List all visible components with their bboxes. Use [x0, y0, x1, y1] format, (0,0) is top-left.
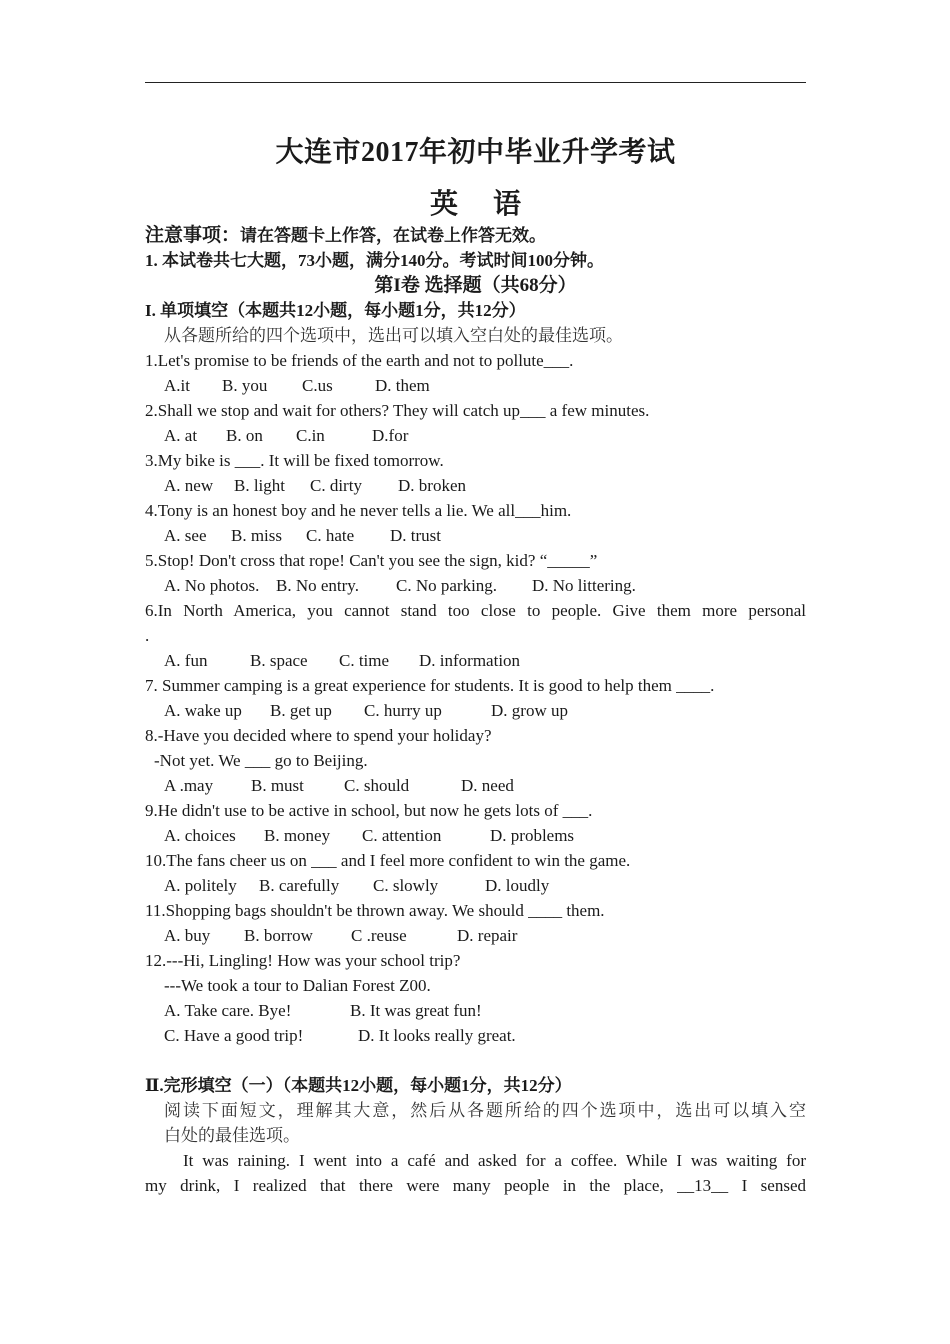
answer-option[interactable]: A. politely — [164, 876, 237, 895]
question-stem: 11.Shopping bags shouldn't be thrown away. We should ____ them. — [145, 901, 605, 920]
answer-option[interactable]: C.in — [296, 426, 325, 445]
answer-option[interactable]: B. space — [250, 651, 308, 670]
question-stem: 8.-Have you decided where to spend your holiday? — [145, 726, 492, 745]
option-row — [145, 698, 806, 723]
option-row — [145, 998, 806, 1023]
answer-option[interactable]: C. hurry up — [364, 701, 442, 720]
notice-label: 注意事项： — [145, 225, 241, 246]
answer-option[interactable]: D. broken — [398, 476, 466, 495]
answer-option[interactable]: A. new — [164, 476, 214, 495]
notice — [145, 223, 806, 248]
option-row — [145, 1023, 806, 1048]
exam-title: 大连市2017年初中毕业升学考试 — [275, 137, 676, 168]
answer-option[interactable]: A. No photos. — [164, 576, 260, 595]
option-row — [145, 873, 806, 898]
question-stem: 2.Shall we stop and wait for others? They will catch up___ a few minutes. — [145, 401, 650, 420]
answer-option[interactable]: A. at — [164, 426, 198, 445]
answer-option[interactable]: B. on — [226, 426, 263, 445]
exam-content — [145, 223, 806, 1198]
option-row — [145, 373, 806, 398]
answer-option[interactable]: D. problems — [490, 826, 575, 845]
answer-option[interactable]: C .reuse — [351, 926, 407, 945]
answer-option[interactable]: B. get up — [270, 701, 332, 720]
question-list — [145, 348, 806, 1048]
answer-option[interactable]: D. It looks really great. — [358, 1026, 516, 1045]
option-row — [145, 773, 806, 798]
question-stem: 9.He didn't use to be active in school, but now he gets lots of ___. — [145, 801, 593, 820]
answer-option[interactable]: D. trust — [390, 526, 441, 545]
question-stem: 6.In North America, you cannot stand too close to people. Give them more personal — [145, 601, 806, 620]
option-row — [145, 923, 806, 948]
answer-option[interactable]: C.us — [302, 376, 333, 395]
answer-option[interactable]: D. information — [419, 651, 521, 670]
answer-option[interactable]: D. loudly — [485, 876, 550, 895]
section2-instruction-line1: 阅读下面短文，理解其大意，然后从各题所给的四个选项中，选出可以填入空 — [164, 1101, 806, 1120]
section2-heading: Ⅱ.完形填空（一）（本题共12小题，每小题1分，共12分） — [145, 1076, 572, 1095]
answer-option[interactable]: C. slowly — [373, 876, 439, 895]
answer-option[interactable]: C. No parking. — [396, 576, 498, 595]
answer-option[interactable]: C. hate — [306, 526, 355, 545]
answer-option[interactable]: A. wake up — [164, 701, 242, 720]
subject-title: 英 语 — [429, 189, 535, 220]
section2-instruction-line2: 白处的最佳选项。 — [164, 1126, 300, 1145]
option-row — [145, 473, 806, 498]
answer-option[interactable]: D.for — [372, 426, 409, 445]
answer-option[interactable]: A.it — [164, 376, 190, 395]
option-row — [145, 423, 806, 448]
answer-option[interactable]: B. borrow — [244, 926, 313, 945]
answer-option[interactable]: D. need — [461, 776, 514, 795]
answer-option[interactable]: B. you — [222, 376, 268, 395]
answer-option[interactable]: A. choices — [164, 826, 236, 845]
answer-option[interactable]: B. No entry. — [276, 576, 359, 595]
question-stem: 5.Stop! Don't cross that rope! Can't you see the sign, kid? “_____” — [145, 551, 598, 570]
answer-option[interactable]: B. It was great fun! — [350, 1001, 482, 1020]
option-row — [145, 823, 806, 848]
answer-option[interactable]: B. money — [264, 826, 331, 845]
answer-option[interactable]: D. them — [375, 376, 430, 395]
header-rule — [145, 82, 806, 83]
question-stem: 7. Summer camping is a great experience for students. It is good to help them ____. — [145, 676, 715, 695]
answer-option[interactable]: C. time — [339, 651, 390, 670]
answer-option[interactable]: A. see — [164, 526, 207, 545]
answer-option[interactable]: D. grow up — [491, 701, 568, 720]
passage-line-1: It was raining. I went into a café and asked for a coffee. While I was waiting for — [183, 1151, 806, 1170]
question-stem: 3.My bike is ___. It will be fixed tomorrow. — [145, 451, 444, 470]
answer-option[interactable]: C. dirty — [310, 476, 362, 495]
answer-option[interactable]: B. must — [251, 776, 304, 795]
option-row — [145, 523, 806, 548]
question-stem-continued: ---We took a tour to Dalian Forest Z00. — [164, 976, 431, 995]
question-stem: 10.The fans cheer us on ___ and I feel more confident to win the game. — [145, 851, 631, 870]
answer-option[interactable]: A. fun — [164, 651, 208, 670]
answer-option[interactable]: B. carefully — [259, 876, 340, 895]
part1-title: 第I卷 选择题（共68分） — [374, 275, 577, 296]
question-stem: 12.---Hi, Lingling! How was your school trip? — [145, 951, 461, 970]
answer-option[interactable]: C. attention — [362, 826, 442, 845]
notice-item-1: 1. 本试卷共七大题，73小题，满分140分。考试时间100分钟。 — [145, 251, 604, 270]
answer-option[interactable]: C. Have a good trip! — [164, 1026, 304, 1045]
notice-text: 请在答题卡上作答，在试卷上作答无效。 — [240, 226, 547, 245]
answer-option[interactable]: A .may — [164, 776, 214, 795]
answer-option[interactable]: A. Take care. Bye! — [164, 1001, 292, 1020]
answer-option[interactable]: B. light — [234, 476, 286, 495]
passage-line-2: my drink, I realized that there were many people in the place, __13__ I sensed — [145, 1176, 806, 1195]
question-stem-continued: -Not yet. We ___ go to Beijing. — [154, 751, 368, 770]
answer-option[interactable]: B. miss — [231, 526, 283, 545]
answer-option[interactable]: D. No littering. — [532, 576, 636, 595]
option-row — [145, 648, 806, 673]
question-stem-continued: . — [145, 626, 150, 645]
answer-option[interactable]: A. buy — [164, 926, 211, 945]
answer-option[interactable]: D. repair — [457, 926, 518, 945]
question-stem: 1.Let's promise to be friends of the earth and not to pollute___. — [145, 351, 574, 370]
section1-heading: I. 单项填空（本题共12小题，每小题1分，共12分） — [145, 301, 526, 320]
answer-option[interactable]: C. should — [344, 776, 410, 795]
section1-instruction: 从各题所给的四个选项中，选出可以填入空白处的最佳选项。 — [164, 326, 623, 345]
question-stem: 4.Tony is an honest boy and he never tells a lie. We all___him. — [145, 501, 572, 520]
option-row — [145, 573, 806, 598]
